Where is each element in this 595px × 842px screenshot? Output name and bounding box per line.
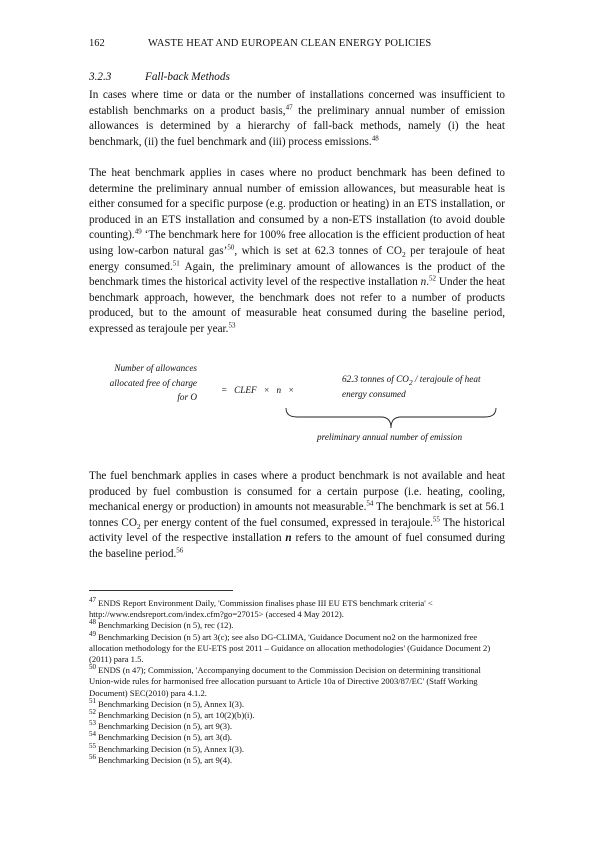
formula-underbrace-label: preliminary annual number of emission: [317, 432, 463, 442]
footnote-text: Benchmarking Decision (n 5), art 10(2)(b)(i).: [96, 710, 255, 721]
text-run: per terajoule of heat energy consumed.: [89, 244, 506, 273]
footnote: [89, 696, 505, 710]
subscript: 2: [401, 250, 406, 260]
footnote-number: 56: [89, 752, 96, 761]
section-title: Fall-back Methods: [145, 71, 230, 83]
footnote-ref[interactable]: 49: [134, 227, 142, 236]
formula-lhs-line: for O: [177, 392, 197, 402]
text-run: The heat benchmark applies in cases where no product benchmark has been defined to determine the preliminary annual number of emission allowances, but measurable heat is either consumed for a specific purpose (e.g. production or heating) in an ETS installation, or produced in an ETS installation and consumed by a non-ETS installation (to avoid double counting).: [89, 167, 505, 242]
footnote-number: 47: [89, 596, 96, 605]
text-run: In cases where time or data or the number of installations concerned was insufficient to establish benchmarks on a product basis,: [89, 89, 505, 117]
text-run: .: [426, 276, 430, 289]
footnote: [89, 629, 505, 666]
formula-lhs-line: allocated free of charge: [109, 377, 197, 388]
footnote: [89, 598, 505, 620]
footnote-separator: [89, 590, 233, 591]
formula-benchmark: [342, 372, 502, 401]
footnotes: [89, 598, 505, 766]
text-run: / terajoule of heat energy consumed: [342, 374, 481, 399]
footnote: [89, 665, 505, 699]
footnote-number: 55: [89, 741, 96, 750]
page-number: 162: [89, 38, 105, 49]
subscript: 2: [408, 377, 413, 387]
footnote-number: 48: [89, 618, 96, 627]
text-run: per energy content of the fuel consumed, expressed in terajoule.: [140, 516, 433, 529]
section-number: 3.2.3: [89, 71, 112, 83]
text-run: , which is set at 62.3 tonnes of CO: [234, 244, 402, 257]
text-run: Under the heat benchmark approach, however, the benchmark does not refer to a number of products produced, but to the amount of measurable heat consumed during the baseline period, expressed as terajoule per year.: [89, 276, 506, 335]
footnote: [89, 732, 505, 743]
footnote-ref[interactable]: 54: [366, 499, 374, 508]
text-run: The historical activity level of the respective installation: [89, 516, 506, 545]
footnote: [89, 741, 505, 755]
text-run: the preliminary annual number of emission allowances is determined by a hierarchy of fall-back methods, namely (i) the heat benchmark, (ii) the fuel benchmark and (iii) process emissions.: [89, 104, 506, 148]
text-run: 62.3 tonnes of CO: [342, 374, 409, 384]
footnote-ref[interactable]: 53: [228, 321, 236, 330]
footnote-ref[interactable]: 56: [176, 546, 184, 555]
footnote-text: Benchmarking Decision (n 5), Annex I(3).: [96, 698, 244, 709]
formula-lhs: [89, 361, 197, 405]
footnote-text: Benchmarking Decision (n 5), Annex I(3).: [96, 743, 244, 754]
footnote-number: 54: [89, 730, 96, 739]
footnote-ref[interactable]: 50: [227, 243, 235, 252]
footnote-ref[interactable]: 48: [371, 134, 379, 143]
text-run: Again, the preliminary amount of allowances is the product of the benchmark times the historical activity level of the respective installation: [89, 260, 505, 289]
footnote-number: 53: [89, 719, 96, 728]
text-run: The fuel benchmark applies in cases where a product benchmark is not available and heat produced by fuel combustion is consumed for a certain purpose (i.e. heating, cooling, mechanical energy or production) in amounts not measurable.: [89, 470, 505, 514]
italic-variable: n: [285, 532, 292, 545]
footnote: [89, 752, 505, 766]
footnote-text: Benchmarking Decision (n 5), art 9(3).: [96, 721, 233, 732]
paragraph-fallback-intro: [89, 88, 505, 150]
text-run: ‘The benchmark here for 100% free allocation is the efficient production of heat using low-carbon natural gas’: [89, 229, 505, 257]
paragraph-heat-benchmark: [89, 166, 505, 338]
running-title: WASTE HEAT AND EUROPEAN CLEAN ENERGY POLICIES: [148, 38, 432, 49]
footnote-number: 52: [89, 708, 96, 717]
footnote-text: Benchmarking Decision (n 5), rec (12).: [96, 620, 234, 631]
formula-operator: = CLEF × n ×: [221, 385, 295, 395]
formula-lhs-line: Number of allowances: [114, 363, 197, 373]
footnote-number: 49: [89, 629, 96, 638]
text-run: refers to the amount of fuel consumed during the baseline period.: [89, 532, 506, 560]
text-run: The benchmark is set at 56.1 tonnes CO: [89, 501, 505, 529]
footnote-text: ENDS Report Environment Daily, 'Commission finalises phase III EU ETS benchmark criteria' < http://www.endsreport.com/index.cfm?go=27015> (accesed 4 May 2012).: [89, 598, 433, 620]
footnote-ref[interactable]: 47: [285, 102, 293, 111]
section-heading: [89, 71, 230, 83]
footnote-number: 50: [89, 663, 96, 672]
footnote-text: Benchmarking Decision (n 5), art 3(d).: [96, 732, 233, 743]
footnote-text: Benchmarking Decision (n 5), art 9(4).: [96, 754, 233, 765]
footnote: [89, 721, 505, 732]
footnote-text: Benchmarking Decision (n 5) art 3(c); see also DG-CLIMA, 'Guidance Document no2 on the harmonized free allocation methodology for the EU-ETS post 2011 – Guidance on allocation methodologies' (Guidance Document 2) (2011) para 1.5.: [89, 631, 491, 665]
footnote-ref[interactable]: 55: [432, 515, 440, 524]
subscript: 2: [136, 522, 141, 532]
footnote: [89, 620, 505, 631]
footnote: [89, 710, 505, 721]
footnote-number: 51: [89, 696, 96, 705]
footnote-text: ENDS (n 47); Commission, 'Accompanying document to the Commission Decision on determining transitional Union-wide rules for harmonised free allocation pursuant to Article 10a of Directive 2003/87/EC' (Staff Working Document) SEC(2010) para 4.1.2.: [89, 665, 481, 698]
footnote-ref[interactable]: 51: [172, 258, 180, 267]
paragraph-fuel-benchmark: [89, 469, 505, 563]
footnote-ref[interactable]: 52: [429, 274, 437, 283]
italic-variable: n: [420, 276, 427, 289]
allocation-formula: [89, 361, 505, 451]
underbrace-icon: [285, 407, 497, 429]
